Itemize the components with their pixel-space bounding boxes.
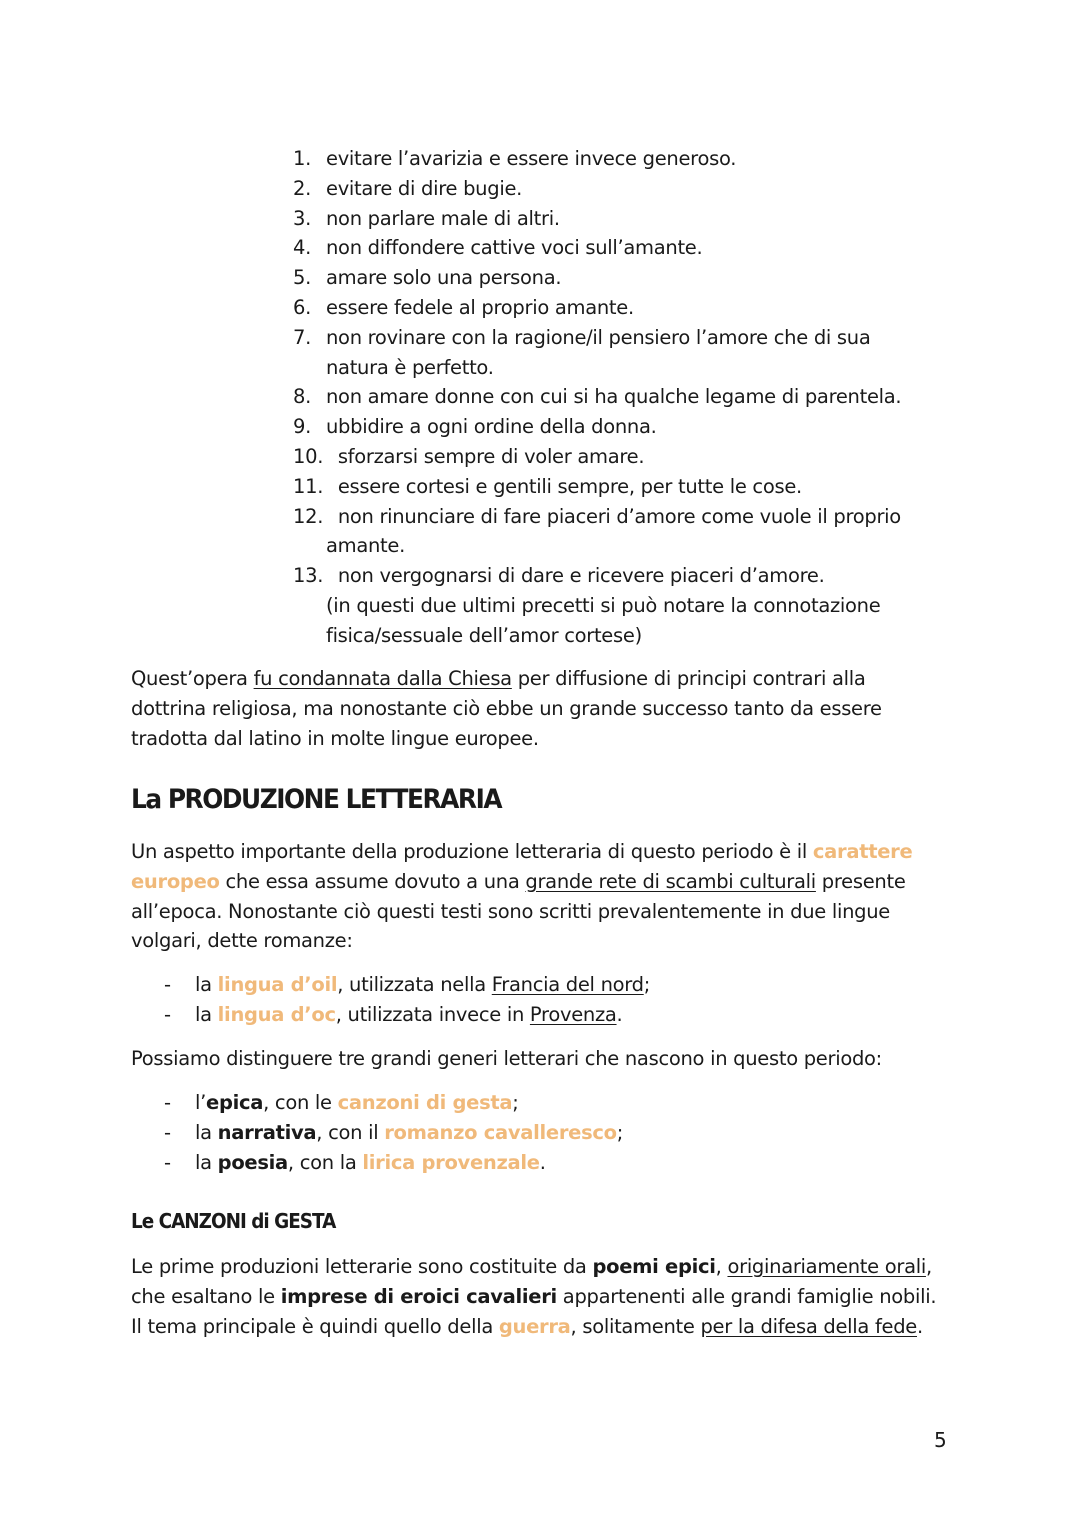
text: la [195, 1002, 218, 1026]
highlighted-text: lirica provenzale [362, 1150, 540, 1174]
list-item [293, 502, 916, 562]
text: ; [643, 973, 650, 996]
list-text: evitare l’avarizia e essere invece generoso. [326, 147, 737, 170]
genres-list [160, 1088, 940, 1177]
text: appartenenti alle grandi famiglie nobili. Il tema principale è quindi quello della [131, 1284, 937, 1338]
underlined-text: fu condannata dalla Chiesa [253, 667, 512, 690]
list-item [293, 293, 933, 323]
list-item [293, 323, 886, 383]
text: , utilizzata invece in [335, 1002, 530, 1026]
list-text: amare solo una persona. [326, 266, 562, 290]
text: Le prime produzioni letterarie sono costituite da [131, 1255, 593, 1278]
underlined-text: Provenza [529, 1002, 617, 1026]
list-text: essere cortesi e gentili sempre, per tutte le cose. [337, 474, 802, 498]
text: , [715, 1255, 728, 1278]
list-number: 10. [293, 444, 324, 468]
text: per diffusione di principi contrari alla dottrina religiosa, ma nonostante ciò ebbe un grande successo tanto da essere tradotta dal latino in molte lingue europee. [131, 667, 882, 750]
list-item [160, 970, 940, 1000]
list-item [293, 174, 933, 204]
bold-text: poemi epici [592, 1255, 716, 1278]
list-item [293, 561, 933, 591]
text: Quest’opera [131, 667, 254, 690]
list-item [160, 1148, 940, 1178]
list-item [293, 442, 933, 472]
highlighted-text: romanzo cavalleresco [384, 1120, 617, 1144]
bold-text: epica [206, 1091, 264, 1114]
bold-text: narrativa [217, 1120, 317, 1144]
precepts-note: (in questi due ultimi precetti si può notare la connotazione fisica/sessuale dell’amor cortese) [326, 593, 881, 647]
bullet-dash: - [164, 973, 171, 996]
languages-list [160, 970, 940, 1030]
list-text: evitare di dire bugie. [326, 176, 523, 200]
text: , utilizzata nella [337, 973, 492, 996]
list-text: non parlare male di altri. [326, 206, 560, 230]
paragraph-generi: Possiamo distinguere tre grandi generi letterari che nascono in questo periodo: [131, 1047, 882, 1070]
list-number: 9. [293, 415, 312, 439]
text: . [539, 1150, 546, 1174]
list-text: non vergognarsi di dare e ricevere piaceri d’amore. [337, 564, 825, 588]
list-item [293, 144, 933, 174]
page-number: 5 [934, 1428, 947, 1452]
text: la [195, 973, 218, 996]
bullet-dash: - [164, 1150, 171, 1174]
list-number: 1. [293, 147, 312, 170]
text: Un aspetto importante della produzione letteraria di questo periodo è il [131, 840, 813, 863]
underlined-text: Francia del nord [491, 973, 644, 996]
paragraph-opera [131, 664, 921, 753]
list-text: non rovinare con la ragione/il pensiero l’amore che di sua natura è perfetto. [326, 325, 871, 379]
list-number: 2. [293, 176, 312, 200]
bullet-dash: - [164, 1091, 171, 1114]
list-number: 12. [293, 504, 324, 528]
list-text: non amare donne con cui si ha qualche legame di parentela. [326, 385, 902, 409]
list-item [160, 1000, 940, 1030]
paragraph-canzoni [131, 1252, 946, 1341]
text: , con il [316, 1120, 385, 1144]
bullet-dash: - [164, 1120, 171, 1144]
highlighted-text: canzoni di gesta [337, 1091, 513, 1114]
text: . [917, 1314, 923, 1338]
underlined-text: grande rete di scambi culturali [525, 869, 816, 893]
highlighted-text: guerra [498, 1314, 571, 1338]
list-item [160, 1118, 940, 1148]
section-heading-canzoni: Le CANZONI di GESTA [131, 1209, 336, 1233]
text: la [195, 1150, 218, 1174]
list-item [293, 472, 933, 502]
list-item [293, 233, 933, 263]
list-item [293, 204, 933, 234]
text: la [195, 1120, 218, 1144]
section-heading-produzione: La PRODUZIONE LETTERARIA [131, 784, 502, 815]
text: che essa assume dovuto a una [219, 869, 526, 893]
precepts-list [293, 144, 933, 651]
highlighted-text: lingua d’oil [217, 973, 338, 996]
text: l’ [195, 1091, 207, 1114]
list-item [293, 263, 933, 293]
list-text: essere fedele al proprio amante. [326, 295, 634, 319]
list-text: non diffondere cattive voci sull’amante. [326, 236, 703, 260]
text: , che esaltano le [131, 1255, 932, 1308]
paragraph-aspetto [131, 837, 931, 956]
list-item [293, 412, 933, 442]
text: , con la [287, 1150, 363, 1174]
list-item [293, 382, 933, 412]
bold-text: imprese di eroici cavalieri [280, 1284, 557, 1308]
underlined-text: originariamente orali [727, 1255, 926, 1278]
text: presente all’epoca. Nonostante ciò questi testi sono scritti prevalentemente in due lingue volgari, dette romanze: [131, 869, 906, 953]
list-text: non rinunciare di fare piaceri d’amore come vuole il proprio amante. [326, 504, 901, 558]
list-number: 7. [293, 325, 312, 349]
bullet-dash: - [164, 1002, 171, 1026]
highlighted-text: carattere europeo [131, 840, 913, 893]
text: , con le [263, 1091, 338, 1114]
list-item [160, 1088, 940, 1118]
list-number: 5. [293, 266, 312, 290]
text: . [616, 1002, 623, 1026]
highlighted-text: lingua d’oc [217, 1002, 336, 1026]
list-number: 6. [293, 295, 312, 319]
list-text: ubbidire a ogni ordine della donna. [326, 415, 657, 439]
list-text: sforzarsi sempre di voler amare. [337, 444, 645, 468]
list-number: 13. [293, 564, 324, 588]
list-number: 3. [293, 206, 312, 230]
list-number: 4. [293, 236, 312, 260]
text: ; [512, 1091, 519, 1114]
list-number: 11. [293, 474, 324, 498]
underlined-text: per la difesa della fede [700, 1314, 917, 1338]
list-number: 8. [293, 385, 312, 409]
bold-text: poesia [217, 1150, 288, 1174]
text: ; [616, 1120, 624, 1144]
text: , solitamente [570, 1314, 701, 1338]
